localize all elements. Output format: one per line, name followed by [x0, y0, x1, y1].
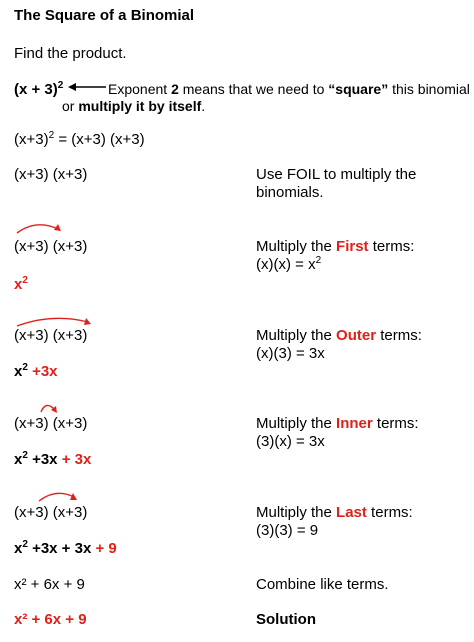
- step-first-calc: [256, 256, 321, 274]
- product-expression: (x+3) (x+3): [14, 238, 88, 255]
- result-prior-terms: +3x + 3x: [27, 540, 92, 557]
- product-expression: (x+3) (x+3): [14, 415, 88, 432]
- step-prefix: Multiply the: [256, 238, 337, 255]
- product-expression: (x+3) (x+3): [14, 327, 88, 344]
- result-term: x: [14, 451, 23, 468]
- step-outer-label: [256, 327, 422, 345]
- note-text: means that we need to: [178, 81, 329, 97]
- note-text: Exponent: [108, 81, 172, 97]
- result-term: x: [14, 540, 23, 557]
- step-keyword: First: [336, 238, 369, 255]
- result-outer: [14, 363, 58, 381]
- first-arc-arrow-icon: [14, 219, 64, 237]
- step-calc-exponent: 2: [315, 255, 322, 266]
- step-suffix: terms:: [372, 415, 419, 432]
- result-exponent: 2: [22, 539, 28, 550]
- step-keyword: Last: [336, 504, 367, 521]
- result-new-term: + 9: [91, 540, 117, 557]
- exponent-note-line2: [62, 98, 205, 115]
- instruction-text: Find the product.: [14, 45, 127, 62]
- expression-exponent: 2: [57, 80, 64, 91]
- combine-text: Combine like terms.: [256, 576, 389, 593]
- result-term: x: [14, 276, 23, 293]
- step-prefix: Multiply the: [256, 415, 337, 432]
- step-suffix: terms:: [368, 238, 415, 255]
- last-arc-arrow-icon: [36, 488, 80, 504]
- rewrite-left: (x+3): [14, 131, 49, 148]
- step-prefix: Multiply the: [256, 327, 337, 344]
- rewrite-exponent: 2: [48, 130, 55, 141]
- solution-label: Solution: [256, 611, 316, 628]
- note-text: .: [201, 98, 206, 114]
- result-exponent: 2: [22, 275, 28, 286]
- result-inner: [14, 451, 91, 469]
- step-outer-calc: (x)(3) = 3x: [256, 345, 325, 362]
- expression-base: (x + 3): [14, 81, 58, 98]
- note-text: multiply it by itself: [78, 98, 202, 114]
- page-title: The Square of a Binomial: [14, 7, 195, 24]
- result-term: x: [14, 363, 23, 380]
- inner-arc-arrow-icon: [38, 400, 62, 416]
- result-exponent: 2: [22, 450, 28, 461]
- product-expression: (x+3) (x+3): [14, 504, 88, 521]
- expression: [14, 81, 63, 99]
- step-prefix: Multiply the: [256, 504, 337, 521]
- step-keyword: Outer: [336, 327, 377, 344]
- note-text: this binomial: [388, 81, 470, 97]
- exponent-note-line1: [108, 81, 470, 98]
- result-first: [14, 276, 28, 294]
- result-new-term: + 3x: [57, 451, 92, 468]
- step-inner-label: [256, 415, 419, 433]
- combined-expression: x² + 6x + 9: [14, 576, 85, 593]
- step-calc: (x)(x) = x: [256, 256, 316, 273]
- note-text: “square”: [328, 81, 389, 97]
- solution-expression: x² + 6x + 9: [14, 611, 87, 628]
- foil-text-line1: Use FOIL to multiply the: [256, 166, 417, 183]
- step-keyword: Inner: [336, 415, 373, 432]
- step-suffix: terms:: [366, 504, 413, 521]
- result-exponent: 2: [22, 362, 28, 373]
- result-last: [14, 540, 117, 558]
- step-first-label: [256, 238, 414, 256]
- foil-text-line2: binomials.: [256, 184, 324, 201]
- rewrite-expression: [14, 131, 145, 149]
- step-last-calc: (3)(3) = 9: [256, 522, 319, 539]
- result-new-term: +3x: [27, 363, 58, 380]
- note-text: or: [62, 98, 79, 114]
- step-last-label: [256, 504, 413, 522]
- rewrite-right: = (x+3) (x+3): [54, 131, 145, 148]
- product-expression: (x+3) (x+3): [14, 166, 88, 183]
- step-inner-calc: (3)(x) = 3x: [256, 433, 325, 450]
- note-text: 2: [171, 81, 179, 97]
- left-arrow-icon: [68, 80, 108, 94]
- step-suffix: terms:: [376, 327, 422, 344]
- result-prior-terms: +3x: [27, 451, 58, 468]
